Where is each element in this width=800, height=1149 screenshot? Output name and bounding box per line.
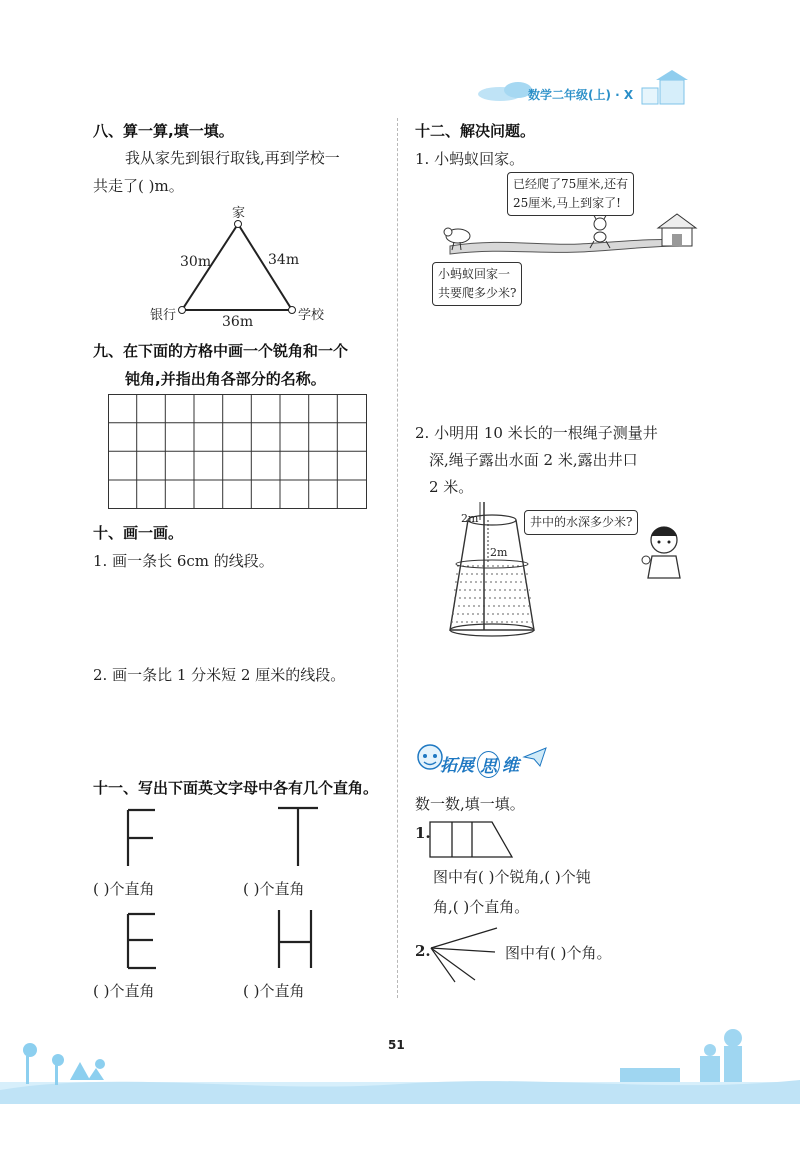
label-side-bottom: 36m bbox=[222, 314, 254, 330]
extension-q1-line2[interactable]: 角,( )个直角。 bbox=[433, 898, 530, 916]
ant-path-illustration bbox=[430, 210, 710, 270]
book-title: 数学二年级(上) · X bbox=[528, 88, 634, 102]
bird-bubble-line2: 共要爬多少米? bbox=[438, 286, 517, 300]
section-9-title-line2: 钝角,并指出角各部分的名称。 bbox=[125, 370, 326, 388]
ant-speech-bubble bbox=[507, 172, 634, 216]
label-bank: 银行 bbox=[150, 308, 177, 323]
letter-T bbox=[276, 806, 320, 868]
section-10-title: 十、画一画。 bbox=[93, 524, 184, 542]
boy-speech-bubble: 井中的水深多少米? bbox=[524, 510, 638, 535]
section-8-title: 八、算一算,填一填。 bbox=[93, 122, 234, 140]
extension-q1-line1[interactable]: 图中有( )个锐角,( )个钝 bbox=[433, 868, 591, 886]
boy-icon bbox=[640, 520, 690, 580]
answer-T-blank[interactable]: ( )个直角 bbox=[243, 880, 305, 898]
house-icon bbox=[658, 214, 696, 246]
answer-F-blank[interactable]: ( )个直角 bbox=[93, 880, 155, 898]
section-12-q2-line1: 2. 小明用 10 米长的一根绳子测量井 bbox=[415, 424, 658, 442]
rays-figure bbox=[427, 924, 499, 984]
extension-q1-number: 1. bbox=[415, 824, 431, 842]
drawing-grid[interactable] bbox=[108, 394, 368, 510]
page-number: 51 bbox=[388, 1038, 405, 1052]
section-8-line1: 我从家先到银行取钱,再到学校一 bbox=[125, 149, 340, 167]
label-side-right: 34m bbox=[268, 252, 300, 268]
section-9-title-line1: 九、在下面的方格中画一个锐角和一个 bbox=[93, 342, 349, 360]
extension-logo-text-a: 拓展 bbox=[440, 756, 474, 776]
label-home: 家 bbox=[232, 206, 246, 221]
letter-E bbox=[125, 912, 161, 970]
ant-bubble-line1: 已经爬了75厘米,还有 bbox=[513, 177, 629, 191]
extension-intro: 数一数,填一填。 bbox=[415, 795, 525, 813]
extension-logo-text-b: 思 bbox=[477, 751, 500, 778]
label-school: 学校 bbox=[298, 308, 325, 323]
section-10-q1: 1. 画一条长 6cm 的线段。 bbox=[93, 552, 274, 570]
letter-F bbox=[125, 808, 165, 868]
column-divider bbox=[397, 118, 398, 998]
well-label-top: 2m bbox=[461, 512, 479, 525]
label-side-left: 30m bbox=[180, 254, 212, 270]
paper-plane-icon bbox=[524, 748, 548, 766]
well-label-mid: 2m bbox=[490, 546, 508, 559]
section-11-title: 十一、写出下面英文字母中各有几个直角。 bbox=[93, 779, 379, 797]
ant-bubble-line2: 25厘米,马上到家了! bbox=[513, 196, 621, 210]
section-12-title: 十二、解决问题。 bbox=[415, 122, 536, 140]
trapezoid-figure bbox=[428, 820, 518, 860]
footer-decoration bbox=[0, 1020, 800, 1110]
section-12-q2-line3: 2 米。 bbox=[429, 478, 474, 496]
section-8-line2: 共走了( )m。 bbox=[93, 177, 184, 195]
extension-logo-text-c: 维 bbox=[502, 756, 519, 776]
answer-E-blank[interactable]: ( )个直角 bbox=[93, 982, 155, 1000]
answer-H-blank[interactable]: ( )个直角 bbox=[243, 982, 305, 1000]
section-12-q1: 1. 小蚂蚁回家。 bbox=[415, 150, 525, 168]
letter-H bbox=[276, 908, 316, 970]
extension-q2-number: 2. bbox=[415, 942, 431, 960]
section-12-q2-line2: 深,绳子露出水面 2 米,露出井口 bbox=[429, 451, 638, 469]
section-10-q2: 2. 画一条比 1 分米短 2 厘米的线段。 bbox=[93, 666, 346, 684]
bird-speech-bubble bbox=[432, 262, 522, 306]
extension-q2-text[interactable]: 图中有( )个角。 bbox=[505, 944, 612, 962]
bird-bubble-line1: 小蚂蚁回家一 bbox=[438, 267, 511, 281]
